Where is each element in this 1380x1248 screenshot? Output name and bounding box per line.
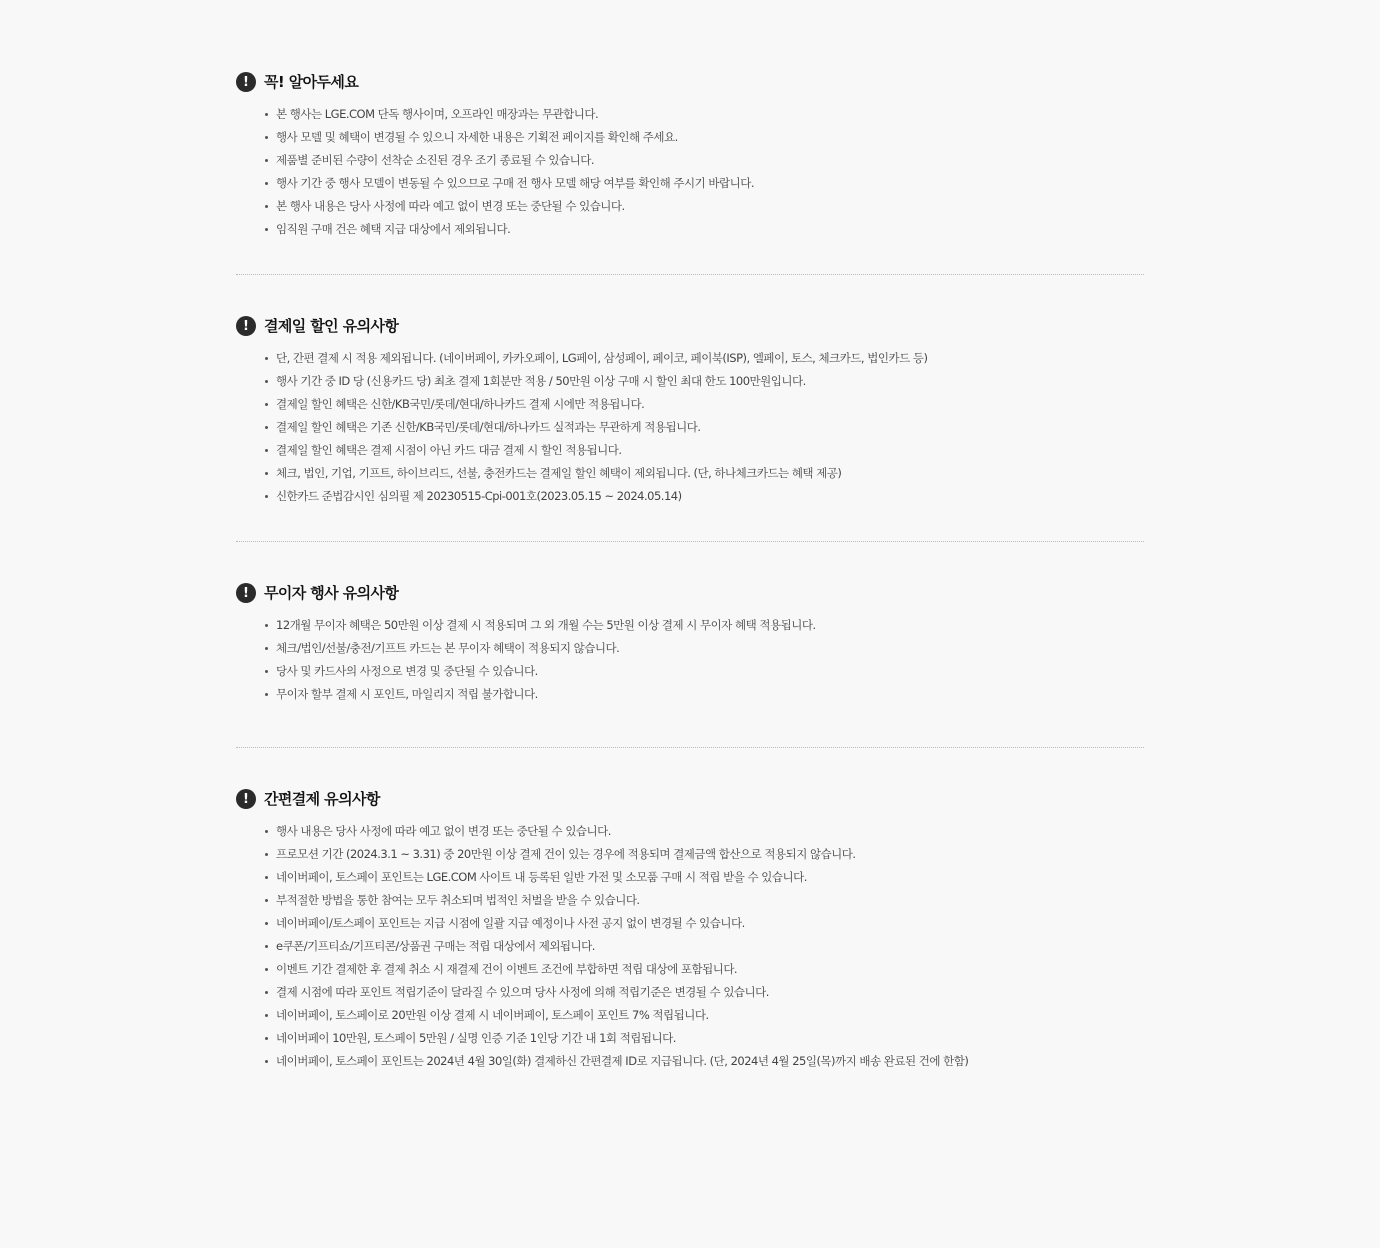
notice-section-interest-free [236, 583, 1144, 709]
list-item: 행사 내용은 당사 사정에 따라 예고 없이 변경 또는 중단될 수 있습니다. [265, 823, 1144, 846]
section-header [236, 316, 1144, 336]
section-header [236, 72, 1144, 92]
section-title: 간편결제 유의사항 [264, 790, 380, 808]
list-item: 네이버페이, 토스페이 포인트는 2024년 4월 30일(화) 결제하신 간편결제 ID로 지급됩니다. (단, 2024년 4월 25일(목)까지 배송 완료된 건에 한함) [265, 1053, 1144, 1076]
list-item: 네이버페이/토스페이 포인트는 지급 시점에 일괄 지급 예정이나 사전 공지 없이 변경될 수 있습니다. [265, 915, 1144, 938]
list-item: 네이버페이, 토스페이로 20만원 이상 결제 시 네이버페이, 토스페이 포인트 7% 적립됩니다. [265, 1007, 1144, 1030]
notice-list [236, 617, 1144, 709]
list-item: 프로모션 기간 (2024.3.1 ~ 3.31) 중 20만원 이상 결제 건이 있는 경우에 적용되며 결제금액 합산으로 적용되지 않습니다. [265, 846, 1144, 869]
list-item: 행사 기간 중 ID 당 (신용카드 당) 최초 결제 1회분만 적용 / 50만원 이상 구매 시 할인 최대 한도 100만원입니다. [265, 373, 1144, 396]
section-header [236, 583, 1144, 603]
list-item: 단, 간편 결제 시 적용 제외됩니다. (네이버페이, 카카오페이, LG페이, 삼성페이, 페이코, 페이북(ISP), 엘페이, 토스, 체크카드, 법인카드 등) [265, 350, 1144, 373]
list-item: 결제일 할인 혜택은 신한/KB국민/롯데/현대/하나카드 결제 시에만 적용됩니다. [265, 396, 1144, 419]
section-title: 결제일 할인 유의사항 [264, 317, 399, 335]
section-title: 꼭! 알아두세요 [264, 73, 359, 91]
notice-section-billing-discount [236, 316, 1144, 511]
list-item: 체크/법인/선불/충전/기프트 카드는 본 무이자 혜택이 적용되지 않습니다. [265, 640, 1144, 663]
list-item: 신한카드 준법감시인 심의필 제 20230515-Cpi-001호(2023.05.15 ~ 2024.05.14) [265, 488, 1144, 511]
list-item: 이벤트 기간 결제한 후 결제 취소 시 재결제 건이 이벤트 조건에 부합하면 적립 대상에 포함됩니다. [265, 961, 1144, 984]
section-title: 무이자 행사 유의사항 [264, 584, 399, 602]
exclamation-circle-icon: ! [236, 789, 256, 809]
list-item: 체크, 법인, 기업, 기프트, 하이브리드, 선불, 충전카드는 결제일 할인 혜택이 제외됩니다. (단, 하나체크카드는 혜택 제공) [265, 465, 1144, 488]
list-item: 네이버페이, 토스페이 포인트는 LGE.COM 사이트 내 등록된 일반 가전 및 소모품 구매 시 적립 받을 수 있습니다. [265, 869, 1144, 892]
list-item: e쿠폰/기프티쇼/기프티콘/상품권 구매는 적립 대상에서 제외됩니다. [265, 938, 1144, 961]
list-item: 당사 및 카드사의 사정으로 변경 및 중단될 수 있습니다. [265, 663, 1144, 686]
notice-list [236, 106, 1144, 244]
exclamation-circle-icon: ! [236, 316, 256, 336]
section-divider [236, 274, 1144, 275]
list-item: 행사 모델 및 혜택이 변경될 수 있으니 자세한 내용은 기획전 페이지를 확인해 주세요. [265, 129, 1144, 152]
list-item: 12개월 무이자 혜택은 50만원 이상 결제 시 적용되며 그 외 개월 수는 5만원 이상 결제 시 무이자 혜택 적용됩니다. [265, 617, 1144, 640]
list-item: 무이자 할부 결제 시 포인트, 마일리지 적립 불가합니다. [265, 686, 1144, 709]
section-header [236, 789, 1144, 809]
list-item: 본 행사 내용은 당사 사정에 따라 예고 없이 변경 또는 중단될 수 있습니다. [265, 198, 1144, 221]
notice-section-easy-pay [236, 789, 1144, 1076]
list-item: 본 행사는 LGE.COM 단독 행사이며, 오프라인 매장과는 무관합니다. [265, 106, 1144, 129]
list-item: 행사 기간 중 행사 모델이 변동될 수 있으므로 구매 전 행사 모델 해당 여부를 확인해 주시기 바랍니다. [265, 175, 1144, 198]
list-item: 결제일 할인 혜택은 기존 신한/KB국민/롯데/현대/하나카드 실적과는 무관하게 적용됩니다. [265, 419, 1144, 442]
exclamation-circle-icon: ! [236, 583, 256, 603]
section-divider [236, 541, 1144, 542]
list-item: 제품별 준비된 수량이 선착순 소진된 경우 조기 종료될 수 있습니다. [265, 152, 1144, 175]
list-item: 임직원 구매 건은 혜택 지급 대상에서 제외됩니다. [265, 221, 1144, 244]
exclamation-circle-icon: ! [236, 72, 256, 92]
section-divider [236, 747, 1144, 748]
list-item: 부적절한 방법을 통한 참여는 모두 취소되며 법적인 처벌을 받을 수 있습니다. [265, 892, 1144, 915]
notice-list [236, 823, 1144, 1076]
list-item: 결제 시점에 따라 포인트 적립기준이 달라질 수 있으며 당사 사정에 의해 적립기준은 변경될 수 있습니다. [265, 984, 1144, 1007]
notice-section-must-know [236, 72, 1144, 244]
notice-container [236, 0, 1144, 1076]
list-item: 네이버페이 10만원, 토스페이 5만원 / 실명 인증 기준 1인당 기간 내 1회 적립됩니다. [265, 1030, 1144, 1053]
notice-list [236, 350, 1144, 511]
list-item: 결제일 할인 혜택은 결제 시점이 아닌 카드 대금 결제 시 할인 적용됩니다. [265, 442, 1144, 465]
